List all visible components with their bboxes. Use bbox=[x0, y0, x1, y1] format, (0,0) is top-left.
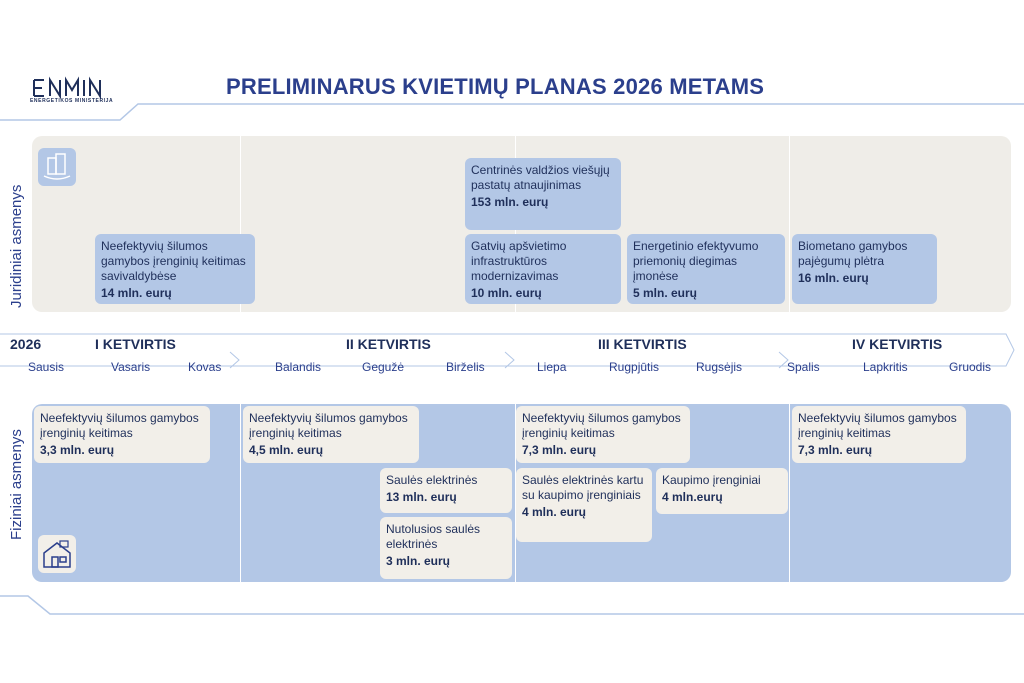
quarter-4: IV KETVIRTIS bbox=[852, 336, 943, 352]
private-card bbox=[243, 406, 419, 463]
legal-card bbox=[465, 234, 621, 304]
card-text: Kaupimo įrenginiai bbox=[662, 473, 761, 487]
card-text: Neefektyvių šilumos gamybos įrenginių keitimas savivaldybėse bbox=[101, 239, 246, 283]
private-card bbox=[516, 468, 652, 542]
card-amount: 16 mln. eurų bbox=[798, 271, 869, 285]
page-title: PRELIMINARUS KVIETIMŲ PLANAS 2026 METAMS bbox=[226, 74, 765, 99]
legal-card bbox=[792, 234, 937, 304]
quarter-1: I KETVIRTIS bbox=[95, 336, 176, 352]
month-5: Gegužė bbox=[362, 360, 405, 374]
card-amount: 13 mln. eurų bbox=[386, 490, 457, 504]
card-amount: 7,3 mln. eurų bbox=[522, 443, 597, 457]
month-1: Sausis bbox=[28, 360, 65, 374]
private-card bbox=[34, 406, 210, 463]
private-card bbox=[656, 468, 788, 514]
month-7: Liepa bbox=[537, 360, 567, 374]
card-amount: 7,3 mln. eurų bbox=[798, 443, 873, 457]
timeline-year: 2026 bbox=[10, 336, 42, 352]
month-10: Spalis bbox=[787, 360, 820, 374]
private-card bbox=[516, 406, 690, 463]
card-text: Neefektyvių šilumos gamybos įrenginių keitimas bbox=[522, 411, 681, 440]
card-amount: 5 mln. eurų bbox=[633, 286, 698, 300]
private-card bbox=[792, 406, 966, 463]
month-9: Rugsėjis bbox=[696, 360, 743, 374]
month-6: Birželis bbox=[446, 360, 485, 374]
month-8: Rugpjūtis bbox=[609, 360, 660, 374]
private-card bbox=[380, 468, 512, 513]
card-amount: 153 mln. eurų bbox=[471, 195, 549, 209]
card-amount: 3 mln. eurų bbox=[386, 554, 451, 568]
legal-card bbox=[627, 234, 785, 304]
quarter-2: II KETVIRTIS bbox=[346, 336, 431, 352]
card-amount: 4 mln. eurų bbox=[522, 505, 587, 519]
card-text: Energetinio efektyvumo priemonių diegimas įmonėse bbox=[633, 239, 759, 283]
card-text: Neefektyvių šilumos gamybos įrenginių keitimas bbox=[798, 411, 957, 440]
month-3: Kovas bbox=[188, 360, 222, 374]
card-text: Biometano gamybos pajėgumų plėtra bbox=[798, 239, 908, 268]
card-text: Neefektyvių šilumos gamybos įrenginių keitimas bbox=[249, 411, 408, 440]
card-amount: 10 mln. eurų bbox=[471, 286, 542, 300]
card-text: Centrinės valdžios viešųjų pastatų atnaujinimas bbox=[471, 163, 610, 192]
private-card bbox=[380, 517, 512, 579]
month-2: Vasaris bbox=[111, 360, 151, 374]
legal-card bbox=[95, 234, 255, 304]
quarter-3: III KETVIRTIS bbox=[598, 336, 687, 352]
month-12: Gruodis bbox=[949, 360, 992, 374]
card-amount: 4,5 mln. eurų bbox=[249, 443, 324, 457]
month-4: Balandis bbox=[275, 360, 322, 374]
side-label-private: Fiziniai asmenys bbox=[8, 429, 25, 540]
card-text: Nutolusios saulės elektrinės bbox=[386, 522, 481, 551]
card-amount: 14 mln. eurų bbox=[101, 286, 172, 300]
card-text: Neefektyvių šilumos gamybos įrenginių keitimas bbox=[40, 411, 199, 440]
month-11: Lapkritis bbox=[863, 360, 908, 374]
side-label-legal: Juridiniai asmenys bbox=[8, 184, 25, 308]
card-text: Saulės elektrinės kartu su kaupimo įrenginiais bbox=[522, 473, 644, 502]
legal-card bbox=[465, 158, 621, 230]
card-amount: 4 mln.eurų bbox=[662, 490, 723, 504]
card-text: Saulės elektrinės bbox=[386, 473, 478, 487]
logo-subtitle: ENERGETIKOS MINISTERIJA bbox=[30, 98, 114, 104]
card-amount: 3,3 mln. eurų bbox=[40, 443, 115, 457]
card-text: Gatvių apšvietimo infrastruktūros modernizavimas bbox=[471, 239, 567, 283]
